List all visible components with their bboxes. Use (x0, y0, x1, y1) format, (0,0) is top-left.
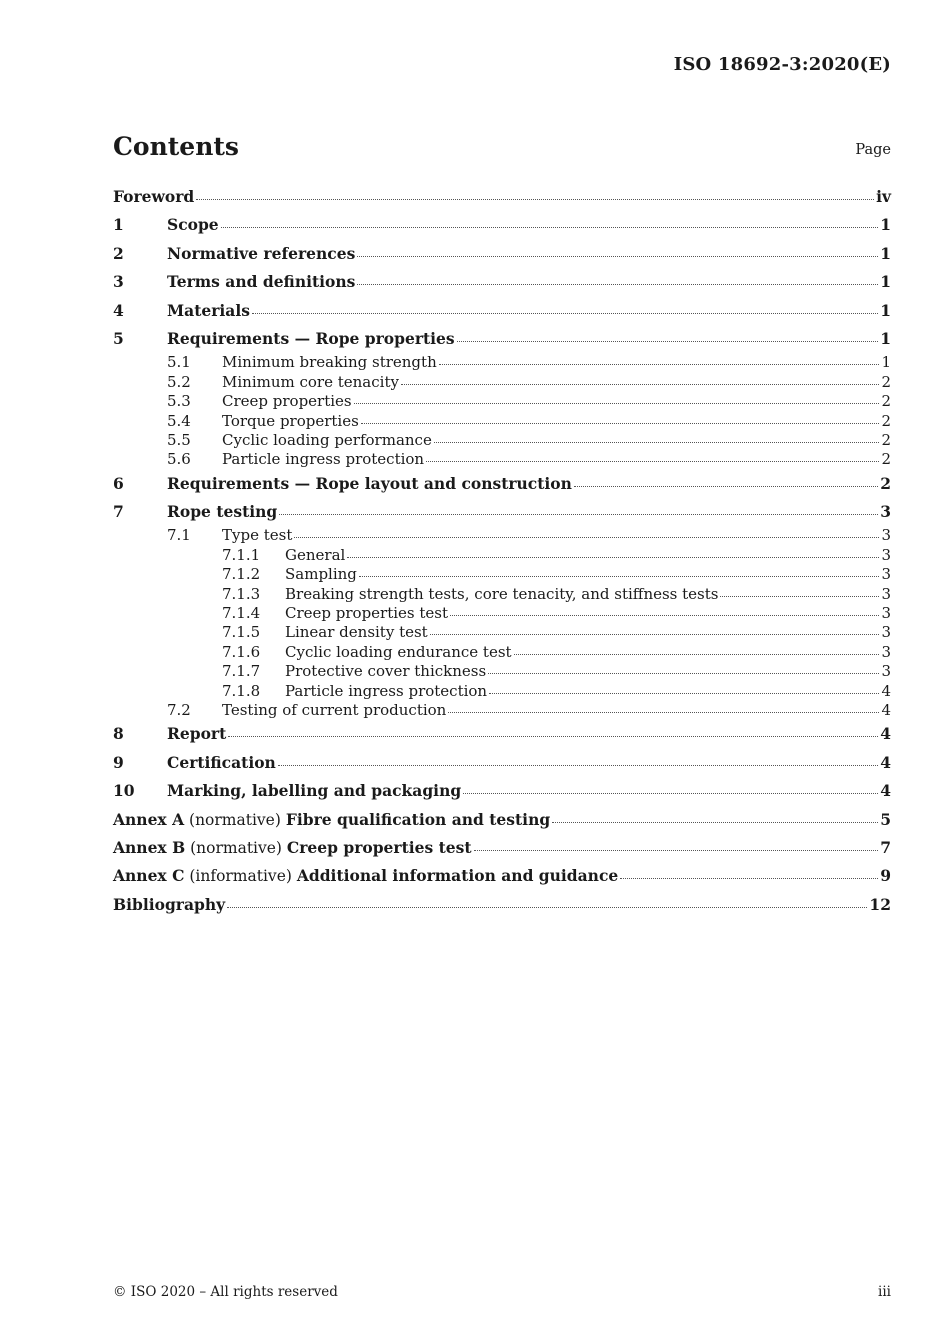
annex-title: Fibre qualification and testing (285, 809, 551, 829)
dot-leader (294, 536, 879, 538)
toc-page: 3 (881, 662, 891, 681)
toc-number: 7 (113, 502, 124, 522)
toc-title: Cyclic loading performance (222, 430, 432, 449)
toc-entry-7-2[interactable] (113, 701, 891, 720)
toc-number: 9 (113, 752, 124, 772)
dot-leader (354, 402, 880, 404)
toc-number: 7.1.5 (222, 623, 261, 642)
dot-leader (361, 422, 880, 424)
toc-page: 3 (881, 604, 891, 623)
toc-page: 1 (880, 243, 891, 263)
toc-entry-7-1-5[interactable] (113, 623, 891, 642)
toc-number: 7.1.7 (222, 662, 261, 681)
toc-page: 3 (881, 584, 891, 603)
toc-page: 3 (880, 502, 891, 522)
toc-entry-5-2[interactable] (113, 373, 891, 392)
toc-entry-9[interactable] (113, 749, 891, 777)
toc-entry-annex-a[interactable] (113, 806, 891, 834)
toc-entry-5-6[interactable] (113, 450, 891, 469)
annex-title: Creep properties test (286, 837, 472, 857)
toc-entry-7-1-3[interactable] (113, 585, 891, 604)
toc-number: 5.4 (167, 411, 191, 430)
dot-leader (434, 441, 880, 443)
toc-page: 2 (881, 392, 891, 411)
document-id: ISO 18692-3:2020(E) (673, 54, 891, 75)
toc-title: Bibliography (113, 894, 226, 914)
toc-title: Creep properties (222, 392, 352, 411)
toc-title: Marking, labelling and packaging (167, 781, 462, 801)
toc-entry-7-1[interactable] (113, 526, 891, 545)
toc-title: Foreword (113, 187, 195, 206)
copyright-notice: © ISO 2020 – All rights reserved (113, 1284, 338, 1300)
toc-entry-7-1-2[interactable] (113, 565, 891, 584)
annex-label: Annex C (113, 866, 185, 886)
toc-page: 4 (880, 724, 891, 744)
toc-title: Type test (222, 526, 293, 545)
toc-entry-1[interactable] (113, 211, 891, 239)
toc-title: Normative references (167, 243, 356, 263)
toc-entry-annex-c[interactable] (113, 862, 891, 890)
dot-leader (221, 226, 879, 228)
dot-leader (488, 672, 879, 674)
page-title: Contents (113, 132, 240, 161)
toc-number: 8 (113, 724, 124, 744)
toc-entry-5-4[interactable] (113, 412, 891, 431)
toc-number: 6 (113, 473, 124, 493)
toc-title: Minimum core tenacity (222, 372, 399, 391)
toc-number: 7.1.3 (222, 584, 261, 603)
toc-page: 1 (880, 272, 891, 292)
toc-number: 7.1.2 (222, 565, 261, 584)
toc-number: 7.1 (167, 526, 191, 545)
annex-label: Annex B (113, 837, 186, 857)
dot-leader (474, 849, 879, 851)
dot-leader (450, 614, 879, 616)
toc-page: 3 (881, 623, 891, 642)
toc-number: 5.1 (167, 353, 191, 372)
toc-title: Materials (167, 300, 250, 320)
toc-title: Sampling (285, 565, 357, 584)
toc-title: Cyclic loading endurance test (285, 642, 512, 661)
page-number: iii (878, 1284, 891, 1300)
dot-leader (457, 340, 879, 342)
dot-leader (347, 556, 879, 558)
dot-leader (228, 735, 878, 737)
toc-title: Linear density test (285, 623, 428, 642)
toc-page: 3 (881, 526, 891, 545)
toc-page: 3 (881, 565, 891, 584)
toc-title (113, 834, 472, 862)
toc-page: 5 (880, 809, 891, 829)
toc-entry-5-1[interactable] (113, 353, 891, 372)
toc-number: 2 (113, 243, 124, 263)
dot-leader (196, 198, 874, 200)
toc-page: 1 (880, 328, 891, 348)
toc-entry-7-1-1[interactable] (113, 546, 891, 565)
toc-number: 5.5 (167, 430, 191, 449)
toc-number: 7.1.4 (222, 604, 261, 623)
toc-title: Scope (167, 215, 219, 235)
dot-leader (279, 513, 878, 515)
toc-page: 9 (880, 866, 891, 886)
toc-entry-2[interactable] (113, 240, 891, 268)
toc-entry-7-1-4[interactable] (113, 604, 891, 623)
toc-title: Certification (167, 752, 276, 772)
dot-leader (357, 283, 878, 285)
dot-leader (401, 383, 880, 385)
dot-leader (552, 821, 878, 823)
toc-page: 1 (880, 300, 891, 320)
toc-page: 2 (881, 450, 891, 469)
toc-title: Terms and definitions (167, 272, 356, 292)
toc-page: 3 (881, 642, 891, 661)
table-of-contents (113, 183, 891, 919)
toc-page: 2 (881, 411, 891, 430)
toc-number: 5 (113, 328, 124, 348)
toc-number: 3 (113, 272, 124, 292)
toc-title: Testing of current production (222, 700, 447, 719)
toc-page: 12 (869, 894, 891, 914)
dot-leader (514, 653, 880, 655)
toc-entry-3[interactable] (113, 268, 891, 296)
toc-title: Creep properties test (285, 604, 449, 623)
toc-entry-bibliography[interactable] (113, 891, 891, 919)
toc-title: Particle ingress protection (222, 450, 425, 469)
toc-entry-6[interactable] (113, 470, 891, 498)
toc-title (113, 862, 618, 890)
toc-page: 4 (880, 781, 891, 801)
dot-leader (430, 633, 880, 635)
dot-leader (252, 312, 878, 314)
dot-leader (620, 877, 878, 879)
annex-title: Additional information and guidance (296, 866, 619, 886)
toc-page: 1 (881, 353, 891, 372)
annex-type: (normative) (189, 810, 281, 829)
dot-leader (227, 906, 867, 908)
toc-title: Rope testing (167, 502, 278, 522)
dot-leader (574, 485, 878, 487)
toc-page: 4 (880, 752, 891, 772)
toc-page: 1 (880, 215, 891, 235)
toc-title: General (285, 545, 346, 564)
toc-title: Requirements — Rope properties (167, 328, 455, 348)
toc-title: Torque properties (222, 411, 359, 430)
toc-page: iv (876, 187, 891, 206)
toc-number: 4 (113, 300, 124, 320)
dot-leader (357, 255, 878, 257)
toc-page: 3 (881, 545, 891, 564)
toc-page: 2 (881, 372, 891, 391)
toc-entry-5[interactable] (113, 325, 891, 353)
annex-label: Annex A (113, 809, 185, 829)
toc-entry-7-1-8[interactable] (113, 682, 891, 701)
toc-number: 7.2 (167, 700, 191, 719)
dot-leader (448, 711, 879, 713)
dot-leader (359, 575, 880, 577)
toc-number: 5.6 (167, 450, 191, 469)
dot-leader (439, 363, 880, 365)
page-column-label: Page (855, 142, 891, 158)
dot-leader (426, 460, 879, 462)
toc-number: 5.2 (167, 372, 191, 391)
annex-type: (normative) (190, 838, 282, 857)
toc-entry-7-1-6[interactable] (113, 643, 891, 662)
toc-title: Minimum breaking strength (222, 353, 437, 372)
dot-leader (720, 595, 879, 597)
toc-title: Requirements — Rope layout and construction (167, 473, 572, 493)
toc-entry-5-3[interactable] (113, 392, 891, 411)
toc-entry-8[interactable] (113, 720, 891, 748)
toc-entry-7-1-7[interactable] (113, 662, 891, 681)
toc-title: Particle ingress protection (285, 681, 488, 700)
toc-page: 4 (881, 700, 891, 719)
toc-entry-7[interactable] (113, 498, 891, 526)
toc-title: Protective cover thickness (285, 662, 487, 681)
toc-title: Breaking strength tests, core tenacity, and stiffness tests (285, 584, 719, 603)
toc-entry-5-5[interactable] (113, 431, 891, 450)
dot-leader (463, 792, 878, 794)
toc-entry-annex-b[interactable] (113, 834, 891, 862)
dot-leader (489, 692, 879, 694)
annex-type: (informative) (189, 867, 292, 886)
toc-number: 7.1.1 (222, 545, 261, 564)
toc-number: 7.1.6 (222, 642, 261, 661)
toc-title: Report (167, 724, 227, 744)
dot-leader (278, 764, 878, 766)
toc-number: 5.3 (167, 392, 191, 411)
toc-page: 4 (881, 681, 891, 700)
toc-number: 1 (113, 215, 124, 235)
toc-entry-10[interactable] (113, 777, 891, 805)
toc-page: 2 (880, 473, 891, 493)
toc-entry-4[interactable] (113, 297, 891, 325)
toc-entry-foreword[interactable] (113, 183, 891, 211)
toc-page: 2 (881, 430, 891, 449)
toc-title (113, 806, 550, 834)
toc-number: 7.1.8 (222, 681, 261, 700)
toc-page: 7 (880, 837, 891, 857)
toc-number: 10 (113, 781, 135, 801)
